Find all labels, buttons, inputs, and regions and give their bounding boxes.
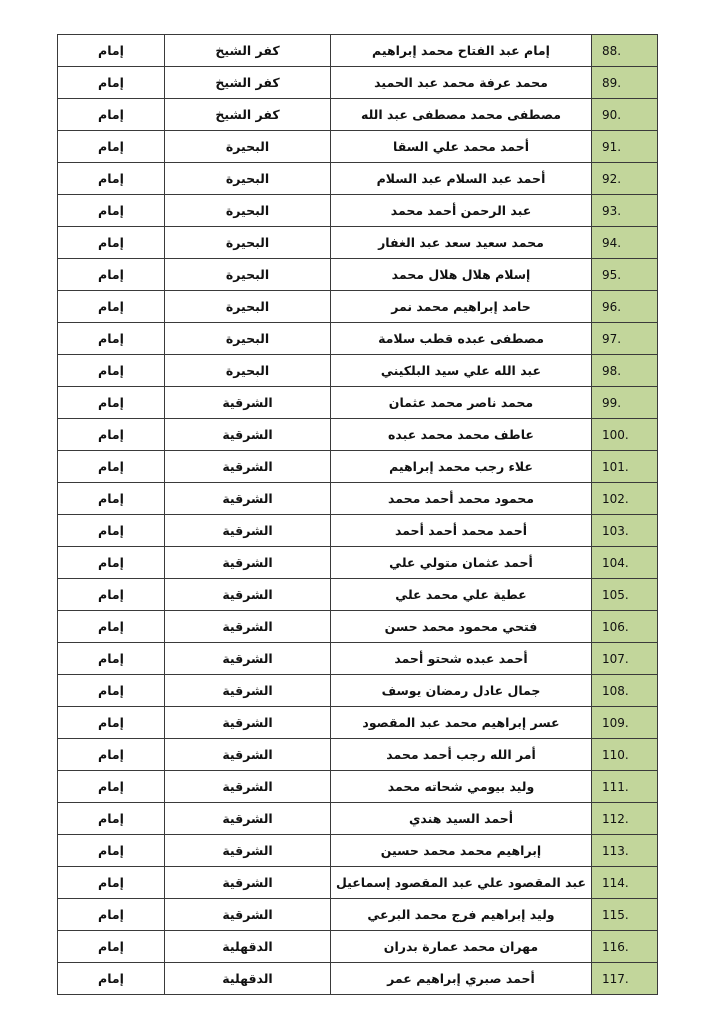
table-row bbox=[58, 259, 658, 291]
table-row bbox=[58, 67, 658, 99]
row-number: 104. bbox=[592, 547, 658, 579]
row-number: 98. bbox=[592, 355, 658, 387]
job-title: إمام bbox=[58, 451, 165, 483]
job-title: إمام bbox=[58, 675, 165, 707]
person-name: عبد الله علي سيد البلكيني bbox=[331, 355, 592, 387]
job-title: إمام bbox=[58, 67, 165, 99]
job-title: إمام bbox=[58, 771, 165, 803]
person-name: مصطفى عبده قطب سلامة bbox=[331, 323, 592, 355]
person-name: علاء رجب محمد إبراهيم bbox=[331, 451, 592, 483]
table-row bbox=[58, 899, 658, 931]
governorate: البحيرة bbox=[165, 291, 331, 323]
job-title: إمام bbox=[58, 515, 165, 547]
row-number: 100. bbox=[592, 419, 658, 451]
table-row bbox=[58, 675, 658, 707]
person-name: حامد إبراهيم محمد نمر bbox=[331, 291, 592, 323]
job-title: إمام bbox=[58, 291, 165, 323]
person-name: محمد عرفة محمد عبد الحميد bbox=[331, 67, 592, 99]
table-body bbox=[58, 35, 658, 995]
job-title: إمام bbox=[58, 611, 165, 643]
table-row bbox=[58, 483, 658, 515]
governorate: كفر الشيخ bbox=[165, 67, 331, 99]
governorate: البحيرة bbox=[165, 227, 331, 259]
job-title: إمام bbox=[58, 899, 165, 931]
governorate: الشرقية bbox=[165, 515, 331, 547]
table-row bbox=[58, 867, 658, 899]
row-number: 117. bbox=[592, 963, 658, 995]
person-name: مهران محمد عمارة بدران bbox=[331, 931, 592, 963]
job-title: إمام bbox=[58, 355, 165, 387]
person-name: محمد سعيد سعد عبد الغفار bbox=[331, 227, 592, 259]
governorate: الشرقية bbox=[165, 579, 331, 611]
job-title: إمام bbox=[58, 195, 165, 227]
row-number: 89. bbox=[592, 67, 658, 99]
person-name: أمر الله رجب أحمد محمد bbox=[331, 739, 592, 771]
row-number: 95. bbox=[592, 259, 658, 291]
job-title: إمام bbox=[58, 803, 165, 835]
person-name: محمود محمد أحمد محمد bbox=[331, 483, 592, 515]
imams-table bbox=[57, 34, 658, 995]
table-row bbox=[58, 803, 658, 835]
table-row bbox=[58, 579, 658, 611]
row-number: 101. bbox=[592, 451, 658, 483]
table-row bbox=[58, 515, 658, 547]
governorate: الشرقية bbox=[165, 899, 331, 931]
table-row bbox=[58, 707, 658, 739]
row-number: 107. bbox=[592, 643, 658, 675]
governorate: البحيرة bbox=[165, 195, 331, 227]
table-row bbox=[58, 739, 658, 771]
job-title: إمام bbox=[58, 835, 165, 867]
row-number: 113. bbox=[592, 835, 658, 867]
job-title: إمام bbox=[58, 99, 165, 131]
table-row bbox=[58, 611, 658, 643]
governorate: الشرقية bbox=[165, 419, 331, 451]
person-name: عطية علي محمد علي bbox=[331, 579, 592, 611]
person-name: فتحي محمود محمد حسن bbox=[331, 611, 592, 643]
governorate: الشرقية bbox=[165, 803, 331, 835]
table-row bbox=[58, 643, 658, 675]
table-row bbox=[58, 163, 658, 195]
person-name: أحمد صبري إبراهيم عمر bbox=[331, 963, 592, 995]
job-title: إمام bbox=[58, 227, 165, 259]
governorate: كفر الشيخ bbox=[165, 35, 331, 67]
governorate: البحيرة bbox=[165, 131, 331, 163]
table-row bbox=[58, 547, 658, 579]
job-title: إمام bbox=[58, 387, 165, 419]
job-title: إمام bbox=[58, 867, 165, 899]
job-title: إمام bbox=[58, 483, 165, 515]
governorate: كفر الشيخ bbox=[165, 99, 331, 131]
row-number: 103. bbox=[592, 515, 658, 547]
job-title: إمام bbox=[58, 963, 165, 995]
governorate: الشرقية bbox=[165, 771, 331, 803]
row-number: 108. bbox=[592, 675, 658, 707]
row-number: 94. bbox=[592, 227, 658, 259]
governorate: الشرقية bbox=[165, 739, 331, 771]
governorate: البحيرة bbox=[165, 163, 331, 195]
row-number: 106. bbox=[592, 611, 658, 643]
job-title: إمام bbox=[58, 579, 165, 611]
person-name: أحمد السيد هندي bbox=[331, 803, 592, 835]
governorate: البحيرة bbox=[165, 323, 331, 355]
governorate: الشرقية bbox=[165, 835, 331, 867]
job-title: إمام bbox=[58, 419, 165, 451]
job-title: إمام bbox=[58, 259, 165, 291]
table-row bbox=[58, 355, 658, 387]
person-name: إمام عبد الفتاح محمد إبراهيم bbox=[331, 35, 592, 67]
row-number: 93. bbox=[592, 195, 658, 227]
governorate: الشرقية bbox=[165, 451, 331, 483]
table-row bbox=[58, 963, 658, 995]
row-number: 114. bbox=[592, 867, 658, 899]
table-row bbox=[58, 195, 658, 227]
row-number: 90. bbox=[592, 99, 658, 131]
governorate: الشرقية bbox=[165, 675, 331, 707]
row-number: 92. bbox=[592, 163, 658, 195]
table-row bbox=[58, 131, 658, 163]
person-name: أحمد عبد السلام عبد السلام bbox=[331, 163, 592, 195]
governorate: الشرقية bbox=[165, 611, 331, 643]
row-number: 112. bbox=[592, 803, 658, 835]
job-title: إمام bbox=[58, 547, 165, 579]
table-row bbox=[58, 323, 658, 355]
person-name: إبراهيم محمد محمد حسين bbox=[331, 835, 592, 867]
governorate: الشرقية bbox=[165, 707, 331, 739]
person-name: عبد المقصود علي عبد المقصود إسماعيل bbox=[331, 867, 592, 899]
table-row bbox=[58, 931, 658, 963]
person-name: مصطفى محمد مصطفى عبد الله bbox=[331, 99, 592, 131]
job-title: إمام bbox=[58, 163, 165, 195]
row-number: 109. bbox=[592, 707, 658, 739]
person-name: وليد بيومي شحاته محمد bbox=[331, 771, 592, 803]
governorate: الشرقية bbox=[165, 643, 331, 675]
table-row bbox=[58, 291, 658, 323]
job-title: إمام bbox=[58, 707, 165, 739]
governorate: الشرقية bbox=[165, 867, 331, 899]
job-title: إمام bbox=[58, 131, 165, 163]
person-name: جمال عادل رمضان يوسف bbox=[331, 675, 592, 707]
table-row bbox=[58, 771, 658, 803]
governorate: الشرقية bbox=[165, 387, 331, 419]
row-number: 102. bbox=[592, 483, 658, 515]
job-title: إمام bbox=[58, 931, 165, 963]
governorate: الشرقية bbox=[165, 483, 331, 515]
person-name: أحمد محمد أحمد أحمد bbox=[331, 515, 592, 547]
person-name: محمد ناصر محمد عثمان bbox=[331, 387, 592, 419]
row-number: 116. bbox=[592, 931, 658, 963]
governorate: الدقهلية bbox=[165, 963, 331, 995]
table-row bbox=[58, 835, 658, 867]
person-name: أحمد محمد علي السقا bbox=[331, 131, 592, 163]
job-title: إمام bbox=[58, 739, 165, 771]
table-row bbox=[58, 227, 658, 259]
table-row bbox=[58, 387, 658, 419]
governorate: البحيرة bbox=[165, 259, 331, 291]
table-row bbox=[58, 419, 658, 451]
row-number: 99. bbox=[592, 387, 658, 419]
row-number: 97. bbox=[592, 323, 658, 355]
person-name: عسر إبراهيم محمد عبد المقصود bbox=[331, 707, 592, 739]
person-name: عبد الرحمن أحمد محمد bbox=[331, 195, 592, 227]
row-number: 110. bbox=[592, 739, 658, 771]
person-name: أحمد عثمان متولي علي bbox=[331, 547, 592, 579]
governorate: الشرقية bbox=[165, 547, 331, 579]
person-name: إسلام هلال هلال محمد bbox=[331, 259, 592, 291]
table-row bbox=[58, 99, 658, 131]
row-number: 91. bbox=[592, 131, 658, 163]
row-number: 96. bbox=[592, 291, 658, 323]
row-number: 105. bbox=[592, 579, 658, 611]
row-number: 111. bbox=[592, 771, 658, 803]
job-title: إمام bbox=[58, 643, 165, 675]
person-name: وليد إبراهيم فرج محمد البرعي bbox=[331, 899, 592, 931]
job-title: إمام bbox=[58, 35, 165, 67]
job-title: إمام bbox=[58, 323, 165, 355]
row-number: 88. bbox=[592, 35, 658, 67]
person-name: عاطف محمد محمد عبده bbox=[331, 419, 592, 451]
governorate: البحيرة bbox=[165, 355, 331, 387]
table-row bbox=[58, 451, 658, 483]
person-name: أحمد عبده شحتو أحمد bbox=[331, 643, 592, 675]
table-row bbox=[58, 35, 658, 67]
governorate: الدقهلية bbox=[165, 931, 331, 963]
row-number: 115. bbox=[592, 899, 658, 931]
